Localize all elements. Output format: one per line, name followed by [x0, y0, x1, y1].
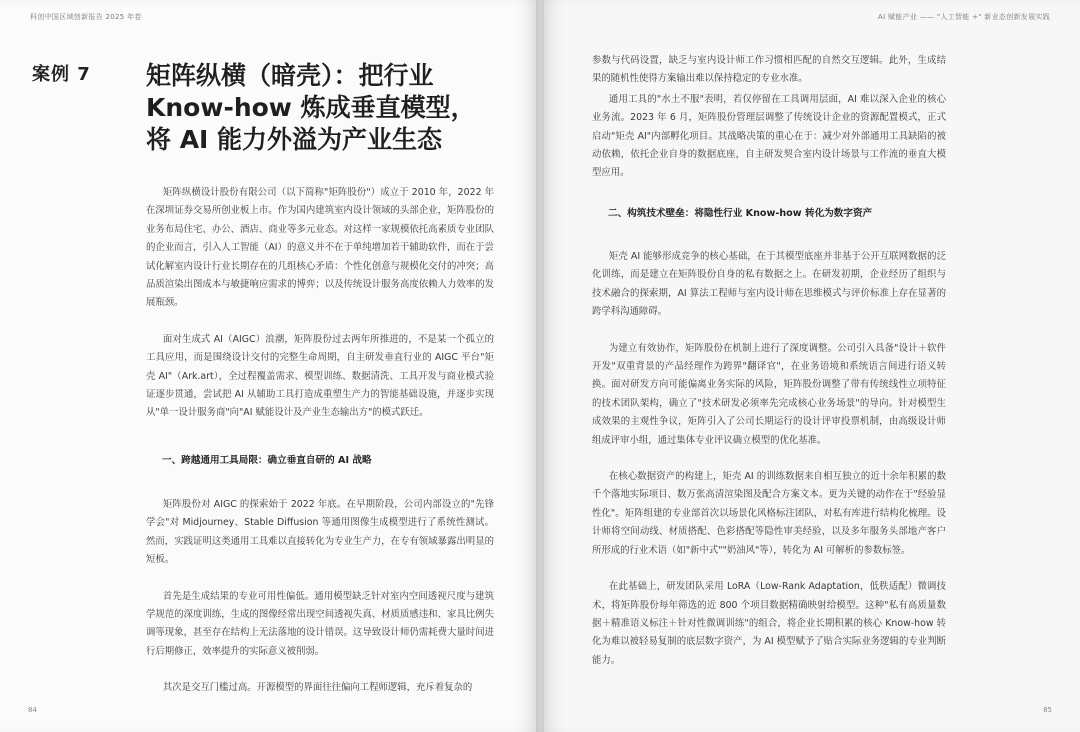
right-page [540, 0, 1080, 732]
page-number-left: 84 [28, 706, 37, 714]
continued-text [592, 52, 946, 183]
case-title-line: 矩阵纵横（暗壳）：把行业 [146, 61, 434, 90]
paragraph: 矩壳 AI 能够形成竞争的核心基础，在于其模型底座并非基于公开互联网数据的泛化训练，而是建立在矩阵股份自身的私有数据之上。在研发初期，企业经历了组织与技术融合的探索期，AI 算法工程师与室内设计师在思维模式与评价标准上存在显著的跨学科沟通障碍。 [592, 251, 946, 318]
paragraph: 为建立有效协作，矩阵股份在机制上进行了深度调整。公司引入具备"设计＋软件开发"双重背景的产品经理作为跨界"翻译官"，在业务语境和系统语言间进行语义转换。面对研发方向可能偏离业务实际的风险，矩阵股份调整了带有传统线性立项特征的技术团队架构，确立了"技术研发必须率先完成核心业务场景"的导向。针对模型生成效果的主观性争议，矩阵引入了公司长期运行的设计评审投票机制，由高级设计师组成评审小组，通过集体专业评议确立模型的优化基准。 [592, 342, 946, 446]
paragraph: 参数与代码设置，缺乏与室内设计师工作习惯相匹配的自然交互逻辑。此外，生成结果的随机性使得方案输出难以保持稳定的专业水准。 [592, 55, 946, 85]
case-label: 案例 7 [32, 64, 91, 85]
case-title [146, 60, 506, 156]
section-heading: 二、构筑技术壁垒：将隐性行业 Know-how 转化为数字资产 [608, 208, 873, 219]
section2-text [592, 248, 946, 670]
case-title-line: 将 AI 能力外溢为产业生态 [146, 125, 443, 154]
paragraph: 首先是生成结果的专业可用性偏低。通用模型缺乏针对室内空间透视尺度与建筑学规范的深度训练，生成的图像经常出现空间透视失真、材质质感违和、家具比例失调等现象，甚至存在结构上无法落地的设计错误。这导致设计师仍需耗费大量时间进行后期修正，效率提升的实际意义被削弱。 [146, 590, 494, 657]
running-head-right: AI 赋能产业 —— "人工智能 +" 新业态创新发展实践 [878, 13, 1050, 21]
book-gutter [536, 0, 544, 732]
paragraph: 矩阵股份对 AIGC 的探索始于 2022 年底。在早期阶段，公司内部设立的"先锋学会"对 Midjourney、Stable Diffusion 等通用图像生成模型进行了系统性测试。然而，实践证明这类通用工具难以直接转化为专业生产力，在专有领域暴露出明显的短板。 [146, 499, 494, 566]
running-head-left: 科创中国区域创新报告 2025 年卷 [30, 13, 142, 21]
case-title-line: Know-how 炼成垂直模型， [146, 93, 476, 122]
page-number-right: 85 [1043, 706, 1052, 714]
paragraph: 在核心数据资产的构建上，矩壳 AI 的训练数据来自相互独立的近十余年积累的数千个落地实际项目、数万张高清渲染图及配合方案文本。更为关键的动作在于"经验显性化"。矩阵组建的专业部首次以场景化风格标注团队，对私有库进行结构化梳理。设计师将空间动线、材质搭配、色彩搭配等隐性审美经验，以及多年服务头部地产客户所形成的行业术语（如"新中式""奶油风"等），转化为 AI 可解析的参数标签。 [592, 471, 946, 556]
paragraph: 面对生成式 AI（AIGC）浪潮，矩阵股份过去两年所推进的，不是某一个孤立的工具应用，而是围绕设计交付的完整生命周期，自主研发垂直行业的 AIGC 平台"矩壳 AI"（Ark.art），全过程覆盖需求、模型训练、数据清洗、工具开发与商业模式验证逐步贯通，尝试把 AI 从辅助工具打造成重塑生产力的智能基础设施，并逐步实现从"单一设计服务商"向"AI 赋能设计及产业生态输出方"的模式跃迁。 [146, 333, 494, 419]
paragraph: 在此基础上，研发团队采用 LoRA（Low-Rank Adaptation，低秩适配）微调技术，将矩阵股份每年筛选的近 800 个项目数据精确映射给模型。这种"私有高质量数据＋精准语义标注＋针对性微调训练"的组合，将企业长期积累的核心 Know-how 转化为难以被轻易复制的底层数字资产，为 AI 模型赋予了贴合实际业务逻辑的专业判断能力。 [592, 581, 946, 666]
paragraph: 其次是交互门槛过高。开源模型的界面往往偏向工程师逻辑，充斥着复杂的 [162, 682, 473, 694]
paragraph: 通用工具的"水土不服"表明，若仅停留在工具调用层面，AI 难以深入企业的核心业务流。2023 年 6 月，矩阵股份管理层调整了传统设计企业的资源配置模式，正式启动"矩壳 AI"内部孵化项目。其战略决策的重心在于：减少对外部通用工具缺陷的被动依赖，依托企业自身的数据底座，自主研发契合室内设计场景与工作流的垂直大模型应用。 [592, 93, 946, 179]
section-heading: 一、跨越通用工具局限：确立垂直自研的 AI 战略 [162, 455, 372, 466]
intro-text [146, 184, 494, 423]
paragraph: 矩阵纵横设计股份有限公司（以下简称"矩阵股份"）成立于 2010 年，2022 年在深圳证券交易所创业板上市。作为国内建筑室内设计领域的头部企业，矩阵股份的业务布局住宅、办公、酒店、商业等多元业态。对这样一家规模依托高素质专业团队的企业而言，引入人工智能（AI）的意义并不在于单纯增加若干辅助软件，而在于尝试化解室内设计行业长期存在的几组核心矛盾：个性化创意与规模化交付的冲突；高品质渲染出图成本与敏捷响应需求的博弈；以及传统设计服务高度依赖人力效率的发展瓶颈。 [146, 187, 494, 309]
section1-text [146, 496, 494, 698]
